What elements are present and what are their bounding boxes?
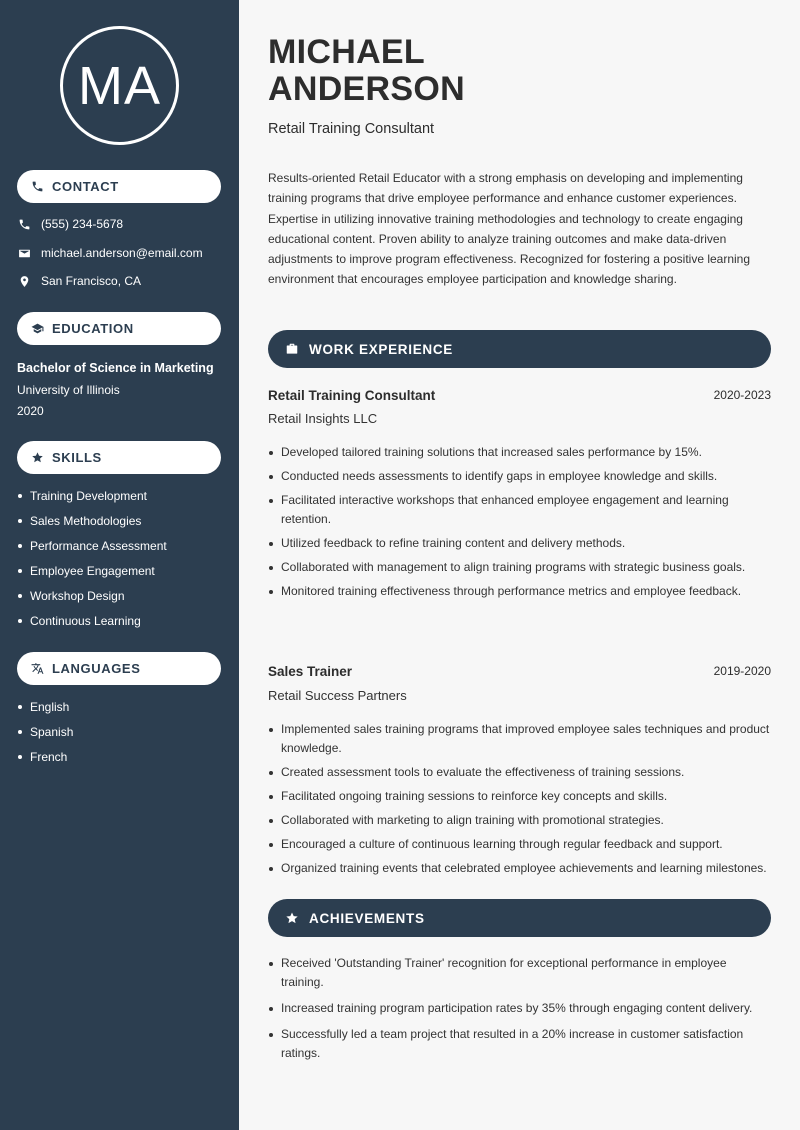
- skill-item: Sales Methodologies: [17, 514, 167, 539]
- work-experience-heading: [268, 330, 771, 368]
- skill-item: Performance Assessment: [17, 539, 167, 564]
- skill-item: Employee Engagement: [17, 564, 167, 589]
- job-bullets: [268, 720, 771, 883]
- education-degree: Bachelor of Science in Marketing: [17, 361, 214, 375]
- job-company: Retail Success Partners: [268, 688, 407, 703]
- education-year: 2020: [17, 404, 44, 418]
- location-pin-icon: [17, 274, 31, 288]
- star-icon: [31, 451, 44, 464]
- skill-item: Training Development: [17, 489, 167, 514]
- job-title: Retail Training Consultant: [268, 388, 436, 403]
- job-bullet: Developed tailored training solutions that increased sales performance by 15%.: [268, 443, 771, 462]
- education-heading-label: EDUCATION: [52, 321, 134, 336]
- skills-heading: [17, 441, 221, 474]
- job-bullet: Collaborated with management to align training programs with strategic business goals.: [268, 558, 771, 577]
- contact-location: [17, 274, 141, 288]
- languages-heading-label: LANGUAGES: [52, 661, 141, 676]
- contact-phone-text: (555) 234-5678: [41, 217, 124, 231]
- job-bullet: Collaborated with marketing to align training with promotional strategies.: [268, 811, 771, 830]
- skill-item: Workshop Design: [17, 589, 167, 614]
- skills-heading-label: SKILLS: [52, 450, 102, 465]
- candidate-first-name: MICHAEL: [268, 33, 425, 71]
- language-item: English: [17, 700, 73, 725]
- skill-item: Continuous Learning: [17, 614, 167, 639]
- job-title: Sales Trainer: [268, 664, 353, 679]
- job-dates: 2020-2023: [713, 388, 771, 402]
- job-bullet: Created assessment tools to evaluate the effectiveness of training sessions.: [268, 763, 771, 782]
- sidebar: [0, 0, 239, 1130]
- contact-phone[interactable]: [17, 217, 123, 231]
- monogram-avatar: MA: [60, 26, 179, 145]
- language-item: French: [17, 750, 73, 775]
- candidate-name: [268, 34, 465, 108]
- graduation-cap-icon: [31, 322, 44, 335]
- education-school: University of Illinois: [17, 383, 120, 397]
- achievement-item: Increased training program participation rates by 35% through engaging content delivery.: [268, 999, 771, 1018]
- email-icon: [17, 246, 31, 260]
- skills-list: [17, 489, 167, 639]
- candidate-role: Retail Training Consultant: [268, 121, 435, 137]
- education-heading: [17, 312, 221, 345]
- achievement-item: Received 'Outstanding Trainer' recognition for exceptional performance in employee training.: [268, 954, 771, 992]
- job-bullet: Implemented sales training programs that improved employee sales techniques and product knowledge.: [268, 720, 771, 758]
- job-bullet: Encouraged a culture of continuous learning through regular feedback and support.: [268, 835, 771, 854]
- candidate-last-name: ANDERSON: [268, 70, 465, 108]
- job-dates: 2019-2020: [713, 664, 771, 678]
- contact-location-text: San Francisco, CA: [41, 274, 142, 288]
- job-bullet: Conducted needs assessments to identify gaps in employee knowledge and skills.: [268, 467, 771, 486]
- achievements-list: [268, 954, 771, 1070]
- phone-icon: [31, 180, 44, 193]
- achievements-heading-label: ACHIEVEMENTS: [309, 910, 425, 926]
- job-bullet: Facilitated ongoing training sessions to reinforce key concepts and skills.: [268, 787, 771, 806]
- briefcase-icon: [285, 342, 299, 356]
- job-bullet: Facilitated interactive workshops that enhanced employee engagement and learning retention.: [268, 491, 771, 529]
- achievements-heading: [268, 899, 771, 937]
- contact-heading: [17, 170, 221, 203]
- job-bullet: Monitored training effectiveness through performance metrics and employee feedback.: [268, 582, 771, 601]
- phone-icon: [17, 217, 31, 231]
- languages-list: [17, 700, 73, 775]
- star-icon: [285, 911, 299, 925]
- contact-heading-label: CONTACT: [52, 179, 119, 194]
- work-experience-heading-label: WORK EXPERIENCE: [309, 341, 454, 357]
- achievement-item: Successfully led a team project that resulted in a 20% increase in customer satisfaction ratings.: [268, 1025, 771, 1063]
- job-bullet: Utilized feedback to refine training content and delivery methods.: [268, 534, 771, 553]
- job-bullet: Organized training events that celebrated employee achievements and learning milestones.: [268, 859, 771, 878]
- contact-email-text: michael.anderson@email.com: [41, 246, 203, 260]
- translate-icon: [31, 662, 44, 675]
- professional-summary: Results-oriented Retail Educator with a strong emphasis on developing and implementing training programs that drive employee performance and enhance customer experiences. Expertise in utilizing innovative training methodologies and technology to create engaging educational content. Proven ability to analyze training outcomes and make data-driven adjustments to improve program effectiveness. Recognized for fostering a positive learning environment that encourages employee participation and knowledge sharing.: [268, 171, 751, 287]
- contact-email[interactable]: [17, 246, 203, 260]
- language-item: Spanish: [17, 725, 73, 750]
- languages-heading: [17, 652, 221, 685]
- job-company: Retail Insights LLC: [268, 411, 378, 426]
- job-bullets: [268, 443, 771, 606]
